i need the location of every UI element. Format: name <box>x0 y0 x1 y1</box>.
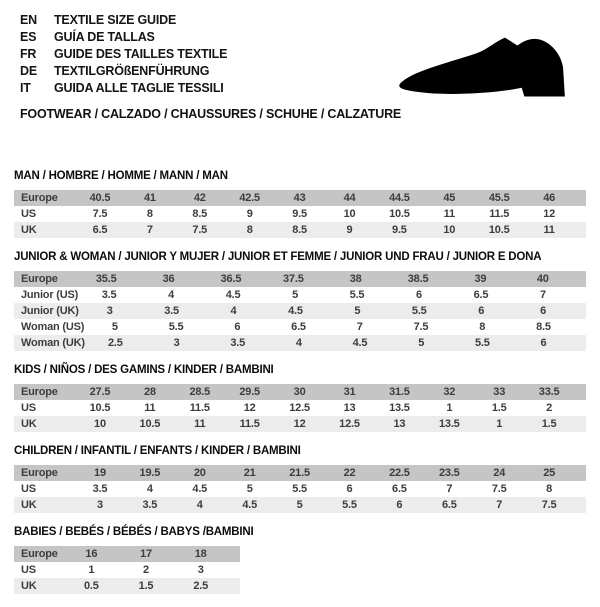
size-cell: 1.5 <box>491 402 507 414</box>
size-cell: 8.5 <box>536 321 551 333</box>
table-row <box>14 562 240 578</box>
row-label: Europe <box>21 386 58 398</box>
size-cell: 6.5 <box>392 483 407 495</box>
table-row <box>14 497 586 513</box>
table-row <box>14 335 586 351</box>
size-cell: 45 <box>443 192 456 204</box>
size-cell: 13 <box>393 418 406 430</box>
size-cell: 22 <box>343 467 356 479</box>
language-code: EN <box>20 13 37 27</box>
row-label: UK <box>21 418 37 430</box>
language-row-fr <box>20 46 380 63</box>
size-cell: 11 <box>144 402 156 414</box>
size-cell: 3 <box>197 564 204 576</box>
size-cell: 43 <box>293 192 306 204</box>
size-cell: 1.5 <box>541 418 557 430</box>
size-cell: 8.5 <box>292 224 307 236</box>
size-cell: 33.5 <box>538 386 560 398</box>
size-cell: 3.5 <box>230 337 246 349</box>
size-cell: 6 <box>540 305 547 317</box>
size-cell: 8 <box>146 208 153 220</box>
row-label: Europe <box>21 467 58 479</box>
table-row <box>14 481 586 497</box>
size-cell: 2.5 <box>108 337 123 349</box>
size-cell: 12 <box>243 402 256 414</box>
size-cell: 12.5 <box>339 418 360 430</box>
size-cell: 39 <box>474 273 487 285</box>
size-cell: 4 <box>168 289 175 301</box>
size-cell: 1 <box>88 564 95 576</box>
size-cell: 19.5 <box>139 467 161 479</box>
size-cell: 27.5 <box>89 386 111 398</box>
size-cell: 6 <box>234 321 241 333</box>
size-cell: 7 <box>496 499 503 511</box>
size-cell: 17 <box>140 548 152 560</box>
size-cell: 6 <box>346 483 353 495</box>
size-table <box>14 170 586 238</box>
size-cell: 13 <box>343 402 356 414</box>
row-label: Junior (UK) <box>21 305 79 317</box>
size-cell: 13.5 <box>438 418 460 430</box>
row-label: US <box>21 564 36 576</box>
language-label: TEXTILGRÖßENFÜHRUNG <box>54 64 210 78</box>
table-title: JUNIOR & WOMAN / JUNIOR Y MUJER / JUNIOR ET FEMME / JUNIOR UND FRAU / JUNIOR E DONA <box>14 251 542 263</box>
size-cell: 7.5 <box>413 321 429 333</box>
row-label: UK <box>21 224 37 236</box>
size-cell: 31.5 <box>389 386 410 398</box>
size-cell: 6.5 <box>92 224 108 236</box>
language-row-it <box>20 80 380 97</box>
row-label: US <box>21 208 36 220</box>
size-cell: 5 <box>246 483 253 495</box>
size-cell: 10.5 <box>389 208 410 220</box>
size-cell: 0.5 <box>83 580 99 592</box>
size-cell: 9.5 <box>392 224 407 236</box>
table-row <box>14 190 586 206</box>
table-title: CHILDREN / INFANTIL / ENFANTS / KINDER / BAMBINI <box>14 445 301 457</box>
size-cell: 1 <box>496 418 503 430</box>
size-cell: 42.5 <box>239 192 260 204</box>
table-row <box>14 384 586 400</box>
language-label: TEXTILE SIZE GUIDE <box>54 13 177 27</box>
size-cell: 10.5 <box>488 224 510 236</box>
size-cell: 22.5 <box>389 467 410 479</box>
size-cell: 36.5 <box>220 273 242 285</box>
size-cell: 4.5 <box>225 289 241 301</box>
language-code: IT <box>20 81 31 95</box>
size-cell: 4.5 <box>352 337 368 349</box>
table-title: BABIES / BEBÉS / BÉBÉS / BABYS /BAMBINI <box>14 526 254 538</box>
language-label: GUIDA ALLE TAGLIE TESSILI <box>54 81 224 95</box>
size-cell: 40 <box>536 273 549 285</box>
row-label: UK <box>21 580 37 592</box>
size-cell: 8.5 <box>192 208 208 220</box>
size-cell: 7.5 <box>491 483 507 495</box>
size-cell: 10 <box>443 224 456 236</box>
header <box>20 12 402 123</box>
size-cell: 42 <box>193 192 206 204</box>
size-cell: 10 <box>94 418 106 430</box>
size-cell: 1 <box>446 402 453 414</box>
size-cell: 19 <box>94 467 106 479</box>
size-cell: 28.5 <box>189 386 211 398</box>
size-cell: 33 <box>493 386 506 398</box>
size-cell: 5.5 <box>168 321 184 333</box>
size-cell: 1.5 <box>138 580 154 592</box>
size-cell: 6 <box>540 337 547 349</box>
size-cell: 30 <box>293 386 306 398</box>
size-table <box>14 445 586 513</box>
language-code: DE <box>20 64 37 78</box>
table-title: KIDS / NIÑOS / DES GAMINS / KINDER / BAMBINI <box>14 364 274 376</box>
language-code: FR <box>20 47 37 61</box>
table-row <box>14 465 586 481</box>
size-cell: 38 <box>349 273 362 285</box>
size-cell: 11 <box>194 418 206 430</box>
size-cell: 24 <box>493 467 506 479</box>
size-cell: 2 <box>546 402 553 414</box>
size-cell: 10.5 <box>89 402 111 414</box>
table-row <box>14 416 586 432</box>
size-cell: 7 <box>146 224 153 236</box>
size-cell: 11.5 <box>189 402 210 414</box>
row-label: Europe <box>21 192 58 204</box>
size-cell: 35.5 <box>95 273 117 285</box>
size-table <box>14 526 254 594</box>
size-cell: 5.5 <box>342 499 357 511</box>
size-cell: 21.5 <box>289 467 310 479</box>
language-code: ES <box>20 30 37 44</box>
size-cell: 18 <box>194 548 207 560</box>
row-label: Woman (UK) <box>21 337 85 349</box>
size-cell: 8 <box>479 321 486 333</box>
row-label: US <box>21 483 36 495</box>
size-cell: 11.5 <box>239 418 260 430</box>
size-cell: 32 <box>443 386 456 398</box>
size-cell: 6.5 <box>473 289 489 301</box>
size-cell: 9.5 <box>292 208 307 220</box>
size-cell: 6 <box>396 499 403 511</box>
table-row <box>14 271 586 287</box>
size-cell: 12 <box>543 208 556 220</box>
size-cell: 25 <box>543 467 556 479</box>
size-cell: 2.5 <box>193 580 209 592</box>
size-cell: 37.5 <box>283 273 304 285</box>
size-cell: 11 <box>543 224 555 236</box>
size-cell: 4 <box>146 483 153 495</box>
size-cell: 3 <box>106 305 113 317</box>
table-title: MAN / HOMBRE / HOMME / MANN / MAN <box>14 170 228 182</box>
size-cell: 44.5 <box>389 192 410 204</box>
row-label: UK <box>21 499 37 511</box>
size-cell: 3 <box>173 337 180 349</box>
size-cell: 6.5 <box>291 321 306 333</box>
size-cell: 5.5 <box>292 483 307 495</box>
size-cell: 38.5 <box>407 273 429 285</box>
size-cell: 20 <box>193 467 206 479</box>
size-cell: 10.5 <box>139 418 161 430</box>
row-label: Europe <box>21 548 58 560</box>
size-cell: 7 <box>446 483 453 495</box>
table-row <box>14 206 586 222</box>
language-row-es <box>20 29 380 46</box>
language-label: GUÍA DE TALLAS <box>54 30 155 44</box>
size-cell: 5.5 <box>411 305 427 317</box>
size-cell: 4 <box>295 337 302 349</box>
language-row-en <box>20 12 380 29</box>
size-cell: 28 <box>143 386 156 398</box>
size-cell: 3.5 <box>142 499 158 511</box>
table-row <box>14 578 240 594</box>
size-cell: 29.5 <box>239 386 260 398</box>
row-label: Woman (US) <box>21 321 85 333</box>
size-cell: 3 <box>96 499 103 511</box>
size-cell: 6.5 <box>441 499 457 511</box>
table-row <box>14 546 240 562</box>
language-list <box>20 12 380 97</box>
size-cell: 45.5 <box>488 192 510 204</box>
size-cell: 44 <box>343 192 356 204</box>
size-cell: 40.5 <box>89 192 111 204</box>
size-cell: 7.5 <box>92 208 108 220</box>
row-label: US <box>21 402 36 414</box>
size-cell: 5.5 <box>474 337 490 349</box>
dress-shoe-icon <box>386 20 580 108</box>
size-cell: 3.5 <box>92 483 108 495</box>
row-label: Junior (US) <box>21 289 79 301</box>
size-cell: 16 <box>85 548 98 560</box>
size-cell: 7.5 <box>192 224 208 236</box>
size-cell: 41 <box>143 192 156 204</box>
size-table <box>14 251 586 351</box>
size-cell: 5 <box>292 289 298 301</box>
table-row <box>14 400 586 416</box>
size-cell: 7.5 <box>541 499 557 511</box>
size-cell: 4.5 <box>288 305 303 317</box>
size-cell: 6 <box>416 289 422 301</box>
size-cell: 10 <box>343 208 356 220</box>
size-cell: 23.5 <box>438 467 460 479</box>
size-cell: 4 <box>196 499 203 511</box>
size-table <box>14 364 586 432</box>
size-cell: 21 <box>243 467 256 479</box>
size-tables <box>14 170 586 607</box>
row-label: Europe <box>21 273 58 285</box>
size-cell: 8 <box>246 224 253 236</box>
size-cell: 11 <box>443 208 455 220</box>
size-cell: 7 <box>356 321 363 333</box>
size-cell: 6 <box>478 305 485 317</box>
size-cell: 7 <box>540 289 546 301</box>
table-row <box>14 287 586 303</box>
size-cell: 31 <box>343 386 356 398</box>
size-cell: 2 <box>143 564 149 576</box>
table-row <box>14 222 586 238</box>
size-cell: 4.5 <box>242 499 258 511</box>
size-cell: 4 <box>230 305 237 317</box>
table-row <box>14 319 586 335</box>
size-cell: 46 <box>543 192 556 204</box>
language-row-de <box>20 63 380 80</box>
size-cell: 8 <box>546 483 553 495</box>
size-cell: 5 <box>418 337 425 349</box>
size-cell: 12.5 <box>289 402 310 414</box>
size-cell: 12 <box>293 418 306 430</box>
table-row <box>14 303 586 319</box>
size-cell: 9 <box>246 208 253 220</box>
size-cell: 3.5 <box>164 305 179 317</box>
size-cell: 36 <box>162 273 175 285</box>
size-cell: 5 <box>111 321 118 333</box>
size-cell: 13.5 <box>389 402 410 414</box>
size-cell: 9 <box>346 224 353 236</box>
size-cell: 3.5 <box>101 289 117 301</box>
size-cell: 11.5 <box>489 208 510 220</box>
language-label: GUIDE DES TAILLES TEXTILE <box>54 47 228 61</box>
size-cell: 5 <box>296 499 303 511</box>
size-cell: 4.5 <box>192 483 208 495</box>
size-cell: 5 <box>354 305 361 317</box>
size-cell: 5.5 <box>349 289 365 301</box>
category-line: FOOTWEAR / CALZADO / CHAUSSURES / SCHUHE / CALZATURE <box>20 107 402 121</box>
